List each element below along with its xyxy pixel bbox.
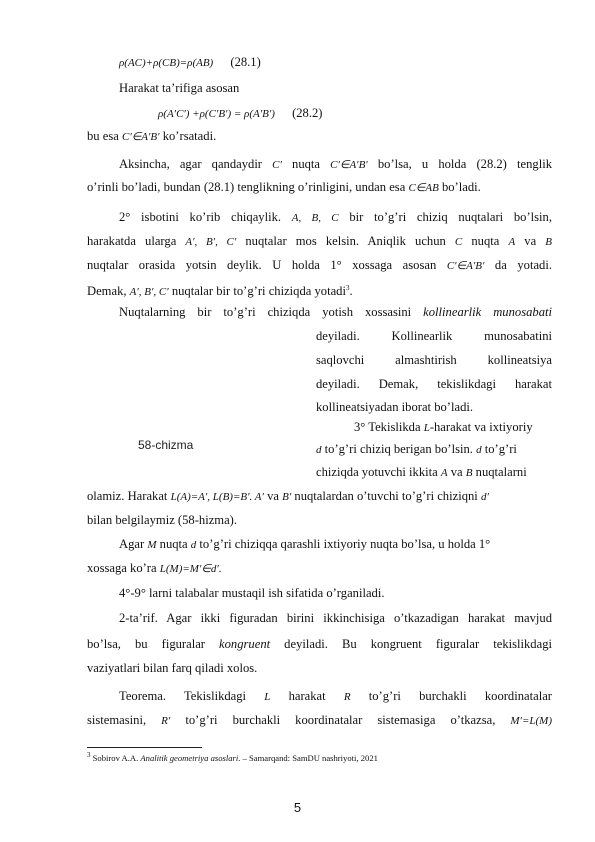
- paragraph-line: harakatda ularga A′, B′, C′ nuqtalar mos kelsin. Aniqlik uchun C nuqta A va B: [87, 234, 553, 248]
- footnote-divider: [87, 747, 202, 748]
- right-column-line: kollineatsiyadan iborat bo’ladi.: [316, 400, 474, 414]
- paragraph-line: nuqtalar orasida yotsin deylik. U holda 1° xossaga asosan C′∈A′B′ da yotadi.: [87, 258, 552, 272]
- paragraph-line: Teorema. Tekislikdagi L harakat R to’g’ri burchakli koordinatalar: [119, 689, 552, 703]
- paragraph-line: sistemasini, R′ to’g’ri burchakli koordinatalar sistemasiga o’tkazsa, M′=L(M): [87, 713, 552, 727]
- right-column-line: deyiladi. Demak, tekislikdagi harakat: [316, 377, 552, 391]
- paragraph-line: vaziyatlari bilan farq qiladi xolos.: [87, 661, 258, 675]
- paragraph-line: Agar M nuqta d to’g’ri chiziqqa qarashli ixtiyoriy nuqta bo’lsa, u holda 1°: [119, 537, 491, 551]
- right-column-line: 3° Tekislikda L-harakat va ixtiyoriy: [354, 420, 533, 434]
- paragraph-line: Nuqtalarning bir to’g’ri chiziqda yotish xossasini kollinearlik munosabati: [119, 305, 552, 319]
- paragraph-line: xossaga ko’ra L(M)=M′∈d′.: [87, 561, 222, 575]
- paragraph-line: olamiz. Harakat L(A)=A′, L(B)=B′. A′ va B′ nuqtalardan o’tuvchi to’g’ri chiziqni d′: [87, 489, 489, 503]
- text-line: Harakat ta’rifiga asosan: [119, 81, 240, 95]
- footnote-ref[interactable]: 3: [345, 284, 350, 292]
- right-column-line: chiziqda yotuvchi ikkita A va B nuqtalarni: [316, 465, 527, 479]
- page-number: 5: [293, 800, 302, 815]
- paragraph-line: 4°-9° larni talabalar mustaqil ish sifatida o’rganiladi.: [119, 586, 385, 600]
- paragraph-line: bilan belgilaymiz (58-hizma).: [87, 513, 238, 527]
- footnote: $^3$ Sobirov A.A. Analitik geometriya asoslari. – Samarqand: SamDU nashriyoti, 2021: [87, 751, 378, 763]
- right-column-line: deyiladi. Kollinearlik munosabatini: [316, 329, 552, 343]
- formula-28-2: ρ(A′C′) +ρ(C′B′) = ρ(A′B′) (28.2): [158, 106, 323, 120]
- paragraph-line: o’rinli bo’ladi, bundan (28.1) tenglikning o’rinligini, undan esa C∈AB bo’ladi.: [87, 180, 481, 194]
- text-line: bu esa C′∈A′B′ ko’rsatadi.: [87, 129, 217, 143]
- paragraph-line: 2° isbotini ko’rib chiqaylik. A, B, C bir to’g’ri chiziq nuqtalari bo’lsin,: [119, 210, 552, 224]
- figure-caption: 58-chizma: [138, 438, 194, 452]
- right-column-line: d to’g’ri chiziq berigan bo’lsin. d to’g’ri: [316, 442, 517, 456]
- paragraph-line: bo’lsa, bu figuralar kongruent deyiladi. Bu kongruent figuralar tekislikdagi: [87, 637, 552, 651]
- paragraph-line: 2-ta’rif. Agar ikki figuradan birini ikkinchisiga o’tkazadigan harakat mavjud: [119, 611, 552, 625]
- right-column-line: saqlovchi almashtirish kollineatsiya: [316, 353, 552, 367]
- formula-28-1: ρ(AC)+ρ(CB)=ρ(AB) (28.1): [119, 55, 261, 69]
- paragraph-line: Demak, A′, B′, C′ nuqtalar bir to’g’ri chiziqda yotadi$^3$.: [87, 284, 353, 299]
- paragraph-line: Aksincha, agar qandaydir C′ nuqta C′∈A′B′ bo’lsa, u holda (28.2) tenglik: [119, 157, 552, 171]
